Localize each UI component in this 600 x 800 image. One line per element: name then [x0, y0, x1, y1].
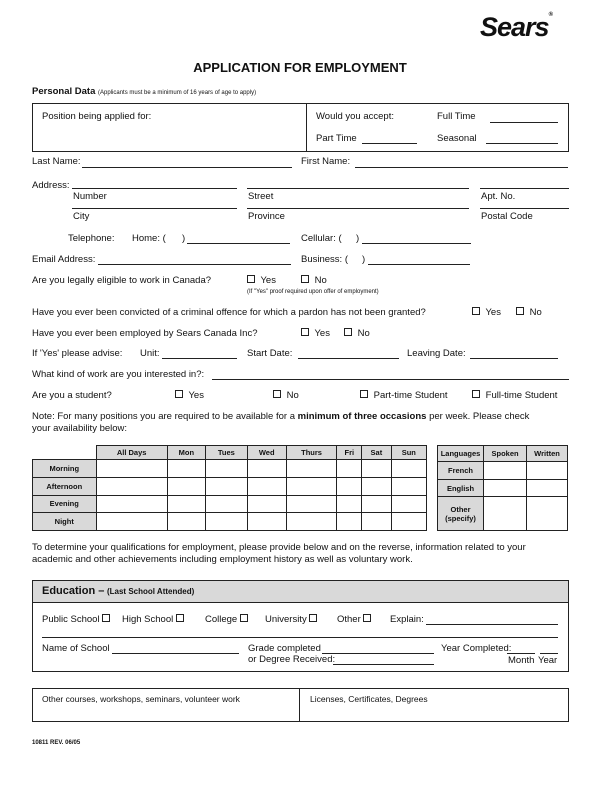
part-time-student-checkbox[interactable] [360, 390, 368, 398]
cellular-close: ) [356, 233, 360, 244]
student-no[interactable] [273, 390, 299, 401]
college-checkbox[interactable] [240, 614, 248, 622]
high-school-checkbox[interactable] [176, 614, 184, 622]
student-question: Are you a student? [32, 390, 112, 401]
public-school-label: Public School [42, 614, 100, 625]
start-date-label: Start Date: [247, 348, 293, 359]
language-col-header: Spoken [484, 446, 527, 462]
availability-cell[interactable] [167, 477, 205, 495]
eligible-no[interactable] [301, 275, 327, 286]
grade-completed-label: Grade completed [248, 643, 321, 654]
eligible-yes-checkbox[interactable] [247, 275, 255, 283]
business-phone-close: ) [362, 254, 366, 265]
home-phone-field[interactable] [187, 243, 290, 244]
employed-yes[interactable] [301, 328, 330, 339]
availability-row [33, 513, 427, 531]
availability-cell[interactable] [205, 513, 247, 531]
note-text-bold: minimum of three occasions [297, 411, 427, 422]
language-row-header: Other (specify) [438, 497, 484, 531]
eligible-no-label: No [314, 275, 327, 286]
last-name-field[interactable] [82, 167, 292, 168]
availability-row [33, 495, 427, 513]
availability-cell[interactable] [96, 477, 167, 495]
telephone-label: Telephone: [68, 233, 115, 244]
availability-cell[interactable] [337, 513, 362, 531]
full-time-label: Full Time [437, 111, 476, 122]
licenses-label: Licenses, Certificates, Degrees [310, 694, 428, 704]
availability-cell[interactable] [167, 460, 205, 478]
availability-cell[interactable] [362, 513, 391, 531]
language-row-header: French [438, 462, 484, 480]
business-phone-label: Business: ( [301, 254, 348, 265]
employed-no-checkbox[interactable] [344, 328, 352, 336]
part-time-student[interactable] [360, 390, 448, 401]
other-checkbox[interactable] [363, 614, 371, 622]
availability-col-header: Fri [337, 446, 362, 460]
language-cell[interactable] [484, 497, 527, 531]
convicted-yes-checkbox[interactable] [472, 307, 480, 315]
convicted-yes[interactable] [472, 307, 501, 318]
number-caption: Number [73, 191, 107, 202]
availability-cell[interactable] [337, 477, 362, 495]
year-caption: Year [538, 655, 558, 666]
kind-of-work-label: What kind of work are you interested in?: [32, 369, 205, 380]
language-row-header: English [438, 479, 484, 497]
availability-col-header: Wed [247, 446, 286, 460]
convicted-question: Have you ever been convicted of a criminal offence for which a pardon has not been granted? [32, 307, 426, 318]
kind-of-work-field[interactable] [212, 379, 569, 380]
employed-yes-label: Yes [314, 328, 330, 339]
full-time-student[interactable] [472, 390, 557, 401]
eligible-yes-label: Yes [260, 275, 276, 286]
language-row [438, 497, 568, 531]
university-checkbox[interactable] [309, 614, 317, 622]
student-yes-checkbox[interactable] [175, 390, 183, 398]
other-courses-divider [299, 688, 300, 722]
public-school-checkbox[interactable] [102, 614, 110, 622]
eligible-yes[interactable] [247, 275, 276, 286]
employed-question: Have you ever been employed by Sears Canada Inc? [32, 328, 258, 339]
address-street-field[interactable] [247, 188, 469, 189]
qualifications-line2: academic and other achievements including employment history as well as voluntary work. [32, 554, 413, 565]
availability-row [33, 460, 427, 478]
availability-cell[interactable] [247, 495, 286, 513]
degree-received-field[interactable] [333, 664, 434, 665]
school-type-other[interactable] [337, 614, 374, 625]
college-label: College [205, 614, 238, 625]
language-col-header: Languages [438, 446, 484, 462]
convicted-no-checkbox[interactable] [516, 307, 524, 315]
form-number: 10811 REV. 06/05 [32, 740, 81, 746]
availability-cell[interactable] [391, 460, 426, 478]
availability-cell[interactable] [205, 495, 247, 513]
part-time-student-label: Part-time Student [373, 390, 448, 401]
education-heading [42, 585, 194, 597]
school-type-college[interactable] [205, 614, 251, 625]
full-time-field[interactable] [490, 122, 558, 123]
explain-field-line2[interactable] [42, 637, 558, 638]
language-cell[interactable] [527, 462, 568, 480]
home-phone-label: Home: ( [132, 233, 166, 244]
seasonal-label: Seasonal [437, 133, 477, 144]
availability-cell[interactable] [286, 460, 337, 478]
first-name-field[interactable] [355, 167, 568, 168]
eligible-question: Are you legally eligible to work in Canada? [32, 275, 212, 286]
employed-no[interactable] [344, 328, 370, 339]
employed-yes-checkbox[interactable] [301, 328, 309, 336]
availability-cell[interactable] [167, 513, 205, 531]
availability-col-header: Sat [362, 446, 391, 460]
availability-header-row [33, 446, 427, 460]
city-caption: City [73, 211, 90, 222]
explain-field[interactable] [426, 624, 558, 625]
leaving-date-field[interactable] [470, 358, 558, 359]
availability-col-header: Sun [391, 446, 426, 460]
availability-cell[interactable] [205, 460, 247, 478]
availability-cell[interactable] [247, 513, 286, 531]
language-header-row [438, 446, 568, 462]
availability-col-header: Mon [167, 446, 205, 460]
street-caption: Street [248, 191, 274, 202]
student-yes[interactable] [175, 390, 204, 401]
employed-no-label: No [357, 328, 370, 339]
unit-field[interactable] [162, 358, 237, 359]
unit-label: Unit: [140, 348, 160, 359]
degree-received-label: or Degree Received: [248, 654, 336, 665]
seasonal-field[interactable] [486, 143, 558, 144]
education-subtitle: (Last School Attended) [106, 587, 195, 596]
language-cell[interactable] [484, 462, 527, 480]
personal-data-heading [32, 86, 256, 97]
convicted-no-label: No [529, 307, 542, 318]
availability-row-header: Morning [33, 460, 97, 478]
availability-cell[interactable] [96, 495, 167, 513]
start-date-field[interactable] [298, 358, 399, 359]
university-label: University [265, 614, 307, 625]
availability-corner-cell [33, 446, 97, 460]
position-label: Position being applied for: [42, 111, 152, 122]
qualifications-line1: To determine your qualifications for employment, please provide below and on the reverse, information related to your [32, 542, 526, 553]
availability-note-line2: your availability below: [32, 423, 128, 434]
province-caption: Province [248, 211, 285, 222]
address-label: Address: [32, 180, 70, 191]
availability-col-header: All Days [96, 446, 167, 460]
email-label: Email Address: [32, 254, 96, 265]
availability-cell[interactable] [362, 477, 391, 495]
personal-data-title: Personal Data [32, 86, 96, 97]
availability-row-header: Afternoon [33, 477, 97, 495]
availability-cell[interactable] [391, 513, 426, 531]
full-time-student-checkbox[interactable] [472, 390, 480, 398]
convicted-no[interactable] [516, 307, 542, 318]
would-you-accept-label: Would you accept: [316, 111, 394, 122]
other-courses-label: Other courses, workshops, seminars, volunteer work [42, 694, 240, 704]
language-cell[interactable] [527, 497, 568, 531]
postal-code-field[interactable] [480, 208, 569, 209]
email-field[interactable] [98, 264, 291, 265]
availability-cell[interactable] [286, 495, 337, 513]
availability-cell[interactable] [96, 513, 167, 531]
name-of-school-label: Name of School [42, 643, 110, 654]
position-box-divider [306, 103, 307, 152]
note-text-end: per week. Please check [429, 411, 530, 422]
home-phone-close: ) [182, 233, 186, 244]
availability-cell[interactable] [362, 460, 391, 478]
address-apt-field[interactable] [480, 188, 569, 189]
availability-table [32, 445, 427, 531]
availability-row [33, 477, 427, 495]
education-title: Education – [42, 585, 105, 597]
year-completed-label: Year Completed: [441, 643, 512, 654]
year-completed-month-field[interactable] [507, 653, 535, 654]
address-number-field[interactable] [72, 188, 237, 189]
student-no-label: No [286, 390, 299, 401]
city-field[interactable] [72, 208, 237, 209]
availability-cell[interactable] [286, 513, 337, 531]
if-yes-label: If 'Yes' please advise: [32, 348, 123, 359]
availability-cell[interactable] [391, 477, 426, 495]
business-phone-field[interactable] [368, 264, 470, 265]
cellular-label: Cellular: ( [301, 233, 342, 244]
part-time-label: Part Time [316, 133, 357, 144]
school-type-public[interactable] [42, 614, 113, 625]
registered-mark-icon: ® [548, 12, 552, 18]
cellular-field[interactable] [362, 243, 471, 244]
other-label: Other [337, 614, 361, 625]
availability-cell[interactable] [391, 495, 426, 513]
language-table [437, 445, 568, 531]
availability-col-header: Tues [205, 446, 247, 460]
part-time-field[interactable] [362, 143, 417, 144]
availability-cell[interactable] [247, 477, 286, 495]
school-type-high[interactable] [122, 614, 187, 625]
language-cell[interactable] [527, 479, 568, 497]
eligible-no-checkbox[interactable] [301, 275, 309, 283]
availability-cell[interactable] [337, 495, 362, 513]
last-name-label: Last Name: [32, 156, 81, 167]
logo-text: Sears [480, 12, 549, 42]
availability-cell[interactable] [286, 477, 337, 495]
availability-cell[interactable] [167, 495, 205, 513]
proof-note: (If "Yes" proof required upon offer of employment) [247, 289, 379, 295]
full-time-student-label: Full-time Student [485, 390, 558, 401]
availability-row-header: Evening [33, 495, 97, 513]
leaving-date-label: Leaving Date: [407, 348, 466, 359]
availability-row-header: Night [33, 513, 97, 531]
province-field[interactable] [247, 208, 469, 209]
high-school-label: High School [122, 614, 174, 625]
explain-label: Explain: [390, 614, 424, 625]
student-yes-label: Yes [188, 390, 204, 401]
name-of-school-field[interactable] [112, 653, 239, 654]
month-caption: Month [508, 655, 535, 666]
availability-cell[interactable] [247, 460, 286, 478]
availability-col-header: Thurs [286, 446, 337, 460]
language-col-header: Written [527, 446, 568, 462]
availability-cell[interactable] [362, 495, 391, 513]
school-type-university[interactable] [265, 614, 320, 625]
language-row [438, 462, 568, 480]
language-cell[interactable] [484, 479, 527, 497]
sears-logo [480, 12, 552, 43]
availability-cell[interactable] [205, 477, 247, 495]
language-row [438, 479, 568, 497]
year-completed-year-field[interactable] [540, 653, 558, 654]
availability-cell[interactable] [96, 460, 167, 478]
postal-caption: Postal Code [481, 211, 533, 222]
age-note: (Applicants must be a minimum of 16 years of age to apply) [98, 90, 257, 96]
student-no-checkbox[interactable] [273, 390, 281, 398]
first-name-label: First Name: [301, 156, 351, 167]
grade-completed-field[interactable] [322, 653, 434, 654]
page-title: APPLICATION FOR EMPLOYMENT [193, 60, 407, 75]
apt-caption: Apt. No. [481, 191, 516, 202]
convicted-yes-label: Yes [485, 307, 501, 318]
availability-cell[interactable] [337, 460, 362, 478]
note-text-start: Note: For many positions you are required to be available for a [32, 411, 295, 422]
availability-note [32, 411, 529, 422]
